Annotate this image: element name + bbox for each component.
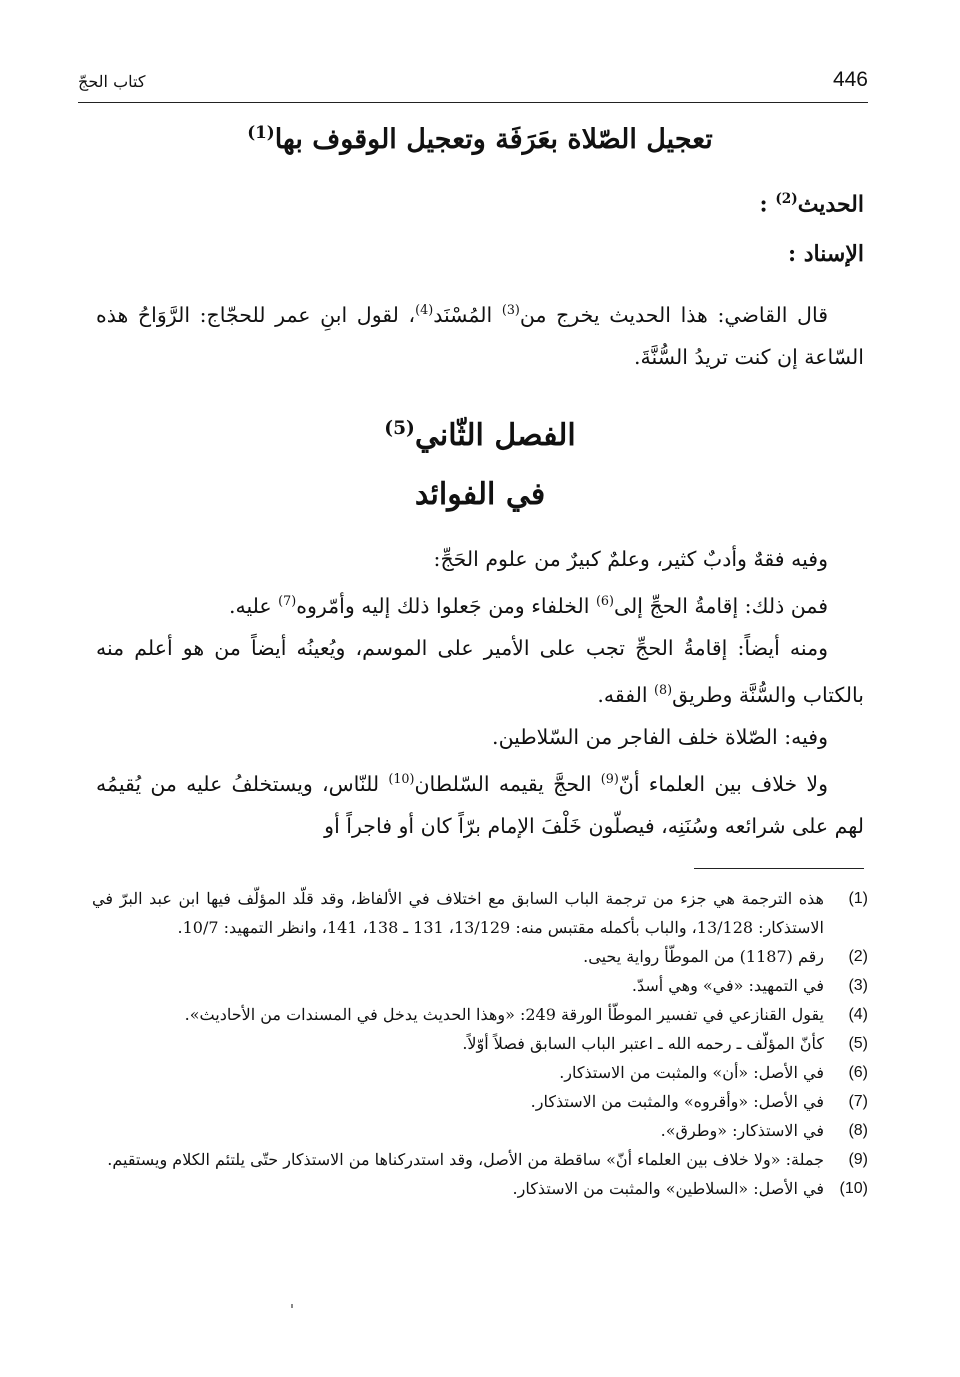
paragraph-minhu-aydan <box>96 627 864 716</box>
paragraph-la-khilaf <box>96 758 864 847</box>
footnote-2 <box>92 942 868 971</box>
footnote-10 <box>92 1174 868 1203</box>
running-title: كتاب الحجّ <box>78 72 146 91</box>
hadith-label-colon: : <box>759 191 776 218</box>
footnote-text: رقم (1187) من الموطّأ رواية يحيى. <box>583 947 824 966</box>
footnote-number: (6) <box>848 1064 868 1081</box>
paragraph-qadi-part-c: ، لقول ابنِ عمر للحجّاج: الرَّوَاحُ هذه السّاعة إن كنت تريدُ السُّنَّةَ. <box>96 303 864 370</box>
footnote-6 <box>92 1058 868 1087</box>
footnote-number: (4) <box>848 1006 868 1023</box>
footnote-ref-6: (6) <box>595 593 614 609</box>
paragraph-qadi-part-a: قال القاضي: هذا الحديث يخرج من <box>519 303 829 328</box>
page-number: 446 <box>832 68 868 91</box>
hadith-label <box>96 191 864 217</box>
section-subtitle: في الفوائد <box>414 477 546 513</box>
paragraph-la-khilaf-part-b: الحجَّ يقيمه السّلطان <box>414 771 601 796</box>
section-title-text: الفصل الثّاني <box>414 418 576 454</box>
paragraph-min-dhalik-part-c: عليه. <box>228 593 279 618</box>
footnote-text: في الأصل: «أن» والمثبت من الاستذكار. <box>559 1063 824 1082</box>
paragraph-qadi-part-b: المُسْنَد <box>433 303 502 328</box>
footnote-number: (10) <box>839 1180 868 1197</box>
footnote-text: كأنّ المؤلّف ـ رحمه الله ـ اعتبر الباب السابق فصلاً أوّلاً. <box>462 1034 824 1053</box>
footnote-text: في الأصل: «السلاطين» والمثبت من الاستذكار. <box>512 1179 824 1198</box>
footnote-ref-9: (9) <box>600 770 619 786</box>
footnote-ref-8: (8) <box>654 681 673 697</box>
paragraph-minhu-aydan-part-b: الفقه. <box>597 682 655 707</box>
footnote-separator <box>694 868 864 869</box>
footnote-text: يقول القنازعي في تفسير الموطّأ الورقة 249: «وهذا الحديث يدخل في المسندات من الأحاديث». <box>184 1005 824 1024</box>
footnote-text: في الأصل: «وأقروه» والمثبت من الاستذكار. <box>530 1092 824 1111</box>
footnote-7 <box>92 1087 868 1116</box>
footnote-3 <box>92 971 868 1000</box>
footnote-9 <box>92 1145 868 1174</box>
footnote-number: (3) <box>848 977 868 994</box>
footnote-number: (8) <box>848 1122 868 1139</box>
chapter-title-text: تعجيل الصّلاة بعَرَفَة وتعجيل الوقوف بها <box>274 124 713 155</box>
footnote-ref-7: (7) <box>278 593 297 609</box>
footnote-text: في الاستذكار: «وطرق». <box>660 1121 824 1140</box>
footnote-ref-1: (1) <box>247 122 275 142</box>
footnote-number: (1) <box>848 890 868 907</box>
footnote-number: (5) <box>848 1035 868 1052</box>
footnote-ref-3: (3) <box>501 302 520 318</box>
chapter-title <box>96 122 864 155</box>
paragraph-fiqh: وفيه فقهٌ وأدبٌ كثير، وعلمٌ كبيرٌ من علوم الحَجِّ: <box>433 547 828 572</box>
footnote-ref-5: (5) <box>384 418 415 440</box>
paragraph-la-khilaf-part-a: ولا خلاف بين العلماء أنّ <box>618 771 828 796</box>
footnote-ref-10: (10) <box>388 770 415 786</box>
paragraph-min-dhalik <box>96 580 864 627</box>
scan-speck <box>291 1304 293 1308</box>
footnote-5 <box>92 1029 868 1058</box>
paragraph-min-dhalik-part-a: فمن ذلك: إقامةُ الحجِّ إلى <box>613 593 828 618</box>
footnote-number: (2) <box>848 948 868 965</box>
page-header <box>78 62 868 103</box>
footnote-text: في التمهيد: «في» وهي أسدّ. <box>631 976 824 995</box>
main-content <box>96 110 864 847</box>
footnote-ref-4: (4) <box>415 302 434 318</box>
footnote-text: هذه الترجمة هي جزء من ترجمة الباب السابق مع اختلاف في الألفاظ، وقد قلّد المؤلّف فيها ابن عبد البرّ في الاستذكار: 13/128، والباب بأكمله مقتبس منه: 13/129، 131 ـ 138، 141، وانظر التمهيد: 10/7. <box>92 889 824 937</box>
paragraph-salat-khalf: وفيه: الصّلاة خلف الفاجر من السّلاطين. <box>492 724 828 749</box>
paragraph-qadi <box>96 289 864 378</box>
footnotes <box>92 884 868 1203</box>
footnote-text: جملة: «ولا خلاف بين العلماء أنّ» ساقطة من الأصل، وقد استدركناها من الاستذكار حتّى يلتئم الكلام ويستقيم. <box>107 1150 824 1169</box>
isnad-label: الإسناد : <box>787 241 864 268</box>
paragraph-min-dhalik-part-b: الخلفاء ومن جَعلوا ذلك إليه وأمّروه <box>296 593 596 618</box>
hadith-label-text: الحديث <box>797 191 864 218</box>
footnote-number: (7) <box>848 1093 868 1110</box>
footnote-number: (9) <box>848 1151 868 1168</box>
footnote-1 <box>92 884 868 942</box>
footnote-ref-2: (2) <box>775 191 798 207</box>
footnote-4 <box>92 1000 868 1029</box>
paragraph-minhu-aydan-part-a: ومنه أيضاً: إقامةُ الحجِّ تجب على الأمير على الموسم، ويُعينُه أيضاً من هو أعلم منه بالكتاب والسُّنَّة وطريق <box>96 635 864 707</box>
section-title <box>96 418 864 453</box>
footnote-8 <box>92 1116 868 1145</box>
paragraph-la-khilaf-part-c: للنّاس، ويستخلفُ عليه من يُقيمُه لهم على شرائعه وسُنَنِه، فيصلّون خَلْفَ الإمام برّاً كان أو فاجراً أو <box>96 771 864 838</box>
